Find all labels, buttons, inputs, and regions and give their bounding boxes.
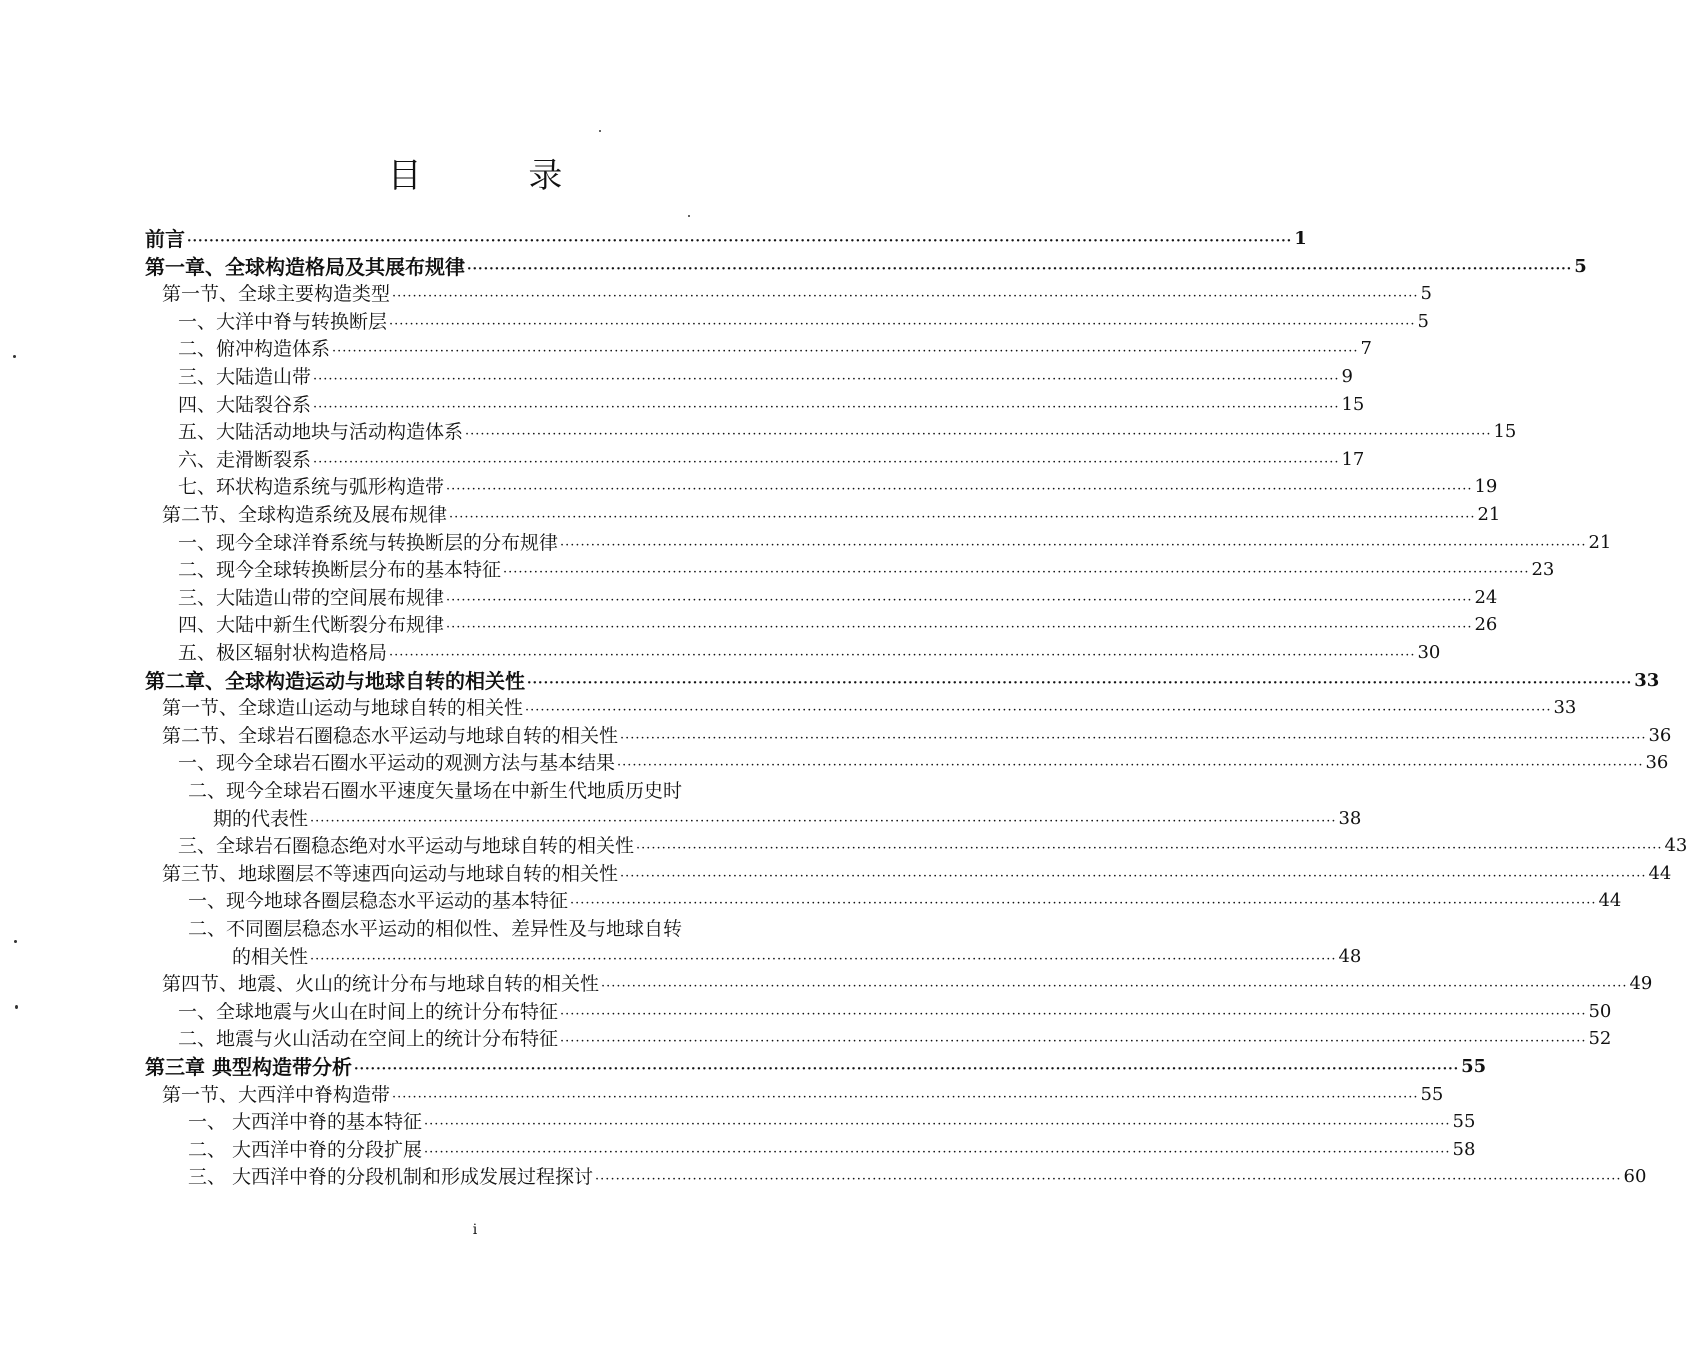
toc-entry-page: 55: [1452, 1111, 1476, 1132]
toc-entry-label: 五、极区辐射状构造格局: [178, 642, 388, 664]
toc-entry-page: 49: [1629, 973, 1653, 994]
toc-entry-page: 9: [1341, 366, 1353, 387]
toc-entry: [188, 888, 1622, 914]
toc-entry-label: 三、大陆造山带: [178, 366, 312, 388]
toc-entry-label: 期的代表性: [213, 808, 309, 830]
toc-entry: [188, 1109, 1476, 1135]
toc-entry: [178, 530, 1612, 556]
toc-entry: [178, 364, 1353, 390]
toc-entry-label: 二、现今全球岩石圈水平速度矢量场在中新生代地质历史时: [188, 780, 683, 802]
toc-entry: [178, 640, 1441, 666]
toc-entry: [145, 226, 1307, 252]
scan-speck: [14, 940, 17, 943]
page-number: i: [472, 1222, 478, 1238]
dot-leader: ········································································································································································································: [525, 703, 1552, 718]
toc-entry-page: 19: [1474, 476, 1498, 497]
toc-entry-page: 36: [1648, 725, 1672, 746]
toc-entry-label: 的相关性: [232, 946, 309, 968]
dot-leader: ········································································································································································································: [620, 731, 1647, 746]
toc-entry: [162, 723, 1672, 749]
toc-entry-label: 第一节、大西洋中脊构造带: [162, 1084, 391, 1106]
toc-entry-label: 二、地震与火山活动在空间上的统计分布特征: [178, 1028, 559, 1050]
toc-entry: [162, 1082, 1444, 1108]
toc-entry: [178, 557, 1555, 583]
toc-entry-page: 52: [1588, 1028, 1612, 1049]
dot-leader: ········································································································································································································: [187, 234, 1293, 249]
toc-entry-page: 21: [1588, 532, 1612, 553]
toc-entry-label: 第四节、地震、火山的统计分布与地球自转的相关性: [162, 973, 600, 995]
dot-leader: ········································································································································································································: [595, 1172, 1622, 1187]
toc-entry-label: 三、大陆造山带的空间展布规律: [178, 587, 445, 609]
dot-leader: ········································································································································································································: [527, 676, 1633, 691]
dot-leader: ········································································································································································································: [389, 648, 1416, 663]
toc-entry-page: 44: [1598, 890, 1622, 911]
toc-entry-label: 一、大洋中脊与转换断层: [178, 311, 388, 333]
toc-entry: [178, 474, 1498, 500]
toc-entry: [145, 1054, 1487, 1080]
toc-entry-page: 55: [1461, 1056, 1487, 1077]
toc-entry-page: 5: [1420, 283, 1432, 304]
toc-entry-page: 33: [1634, 670, 1660, 691]
toc-entry-page: 26: [1474, 614, 1498, 635]
toc-entry-label: 二、俯冲构造体系: [178, 338, 331, 360]
toc-entry-page: 23: [1531, 559, 1555, 580]
dot-leader: ········································································································································································································: [310, 814, 1337, 829]
toc-entry-page: 24: [1474, 587, 1498, 608]
toc-entry-page: 60: [1623, 1166, 1647, 1187]
dot-leader: ········································································································································································································: [446, 482, 1473, 497]
toc-entry-label: 第一节、全球造山运动与地球自转的相关性: [162, 697, 524, 719]
scan-speck: [15, 1005, 18, 1009]
scan-speck: [688, 215, 690, 217]
toc-entry-page: 44: [1648, 863, 1672, 884]
toc-entry-label: 七、环状构造系统与弧形构造带: [178, 476, 445, 498]
toc-entry-label: 第三节、地球圈层不等速西向运动与地球自转的相关性: [162, 863, 619, 885]
toc-entry-label: 六、走滑断裂系: [178, 449, 312, 471]
dot-leader: ········································································································································································································: [310, 952, 1337, 967]
toc-entry-page: 36: [1645, 752, 1669, 773]
toc-entry-label: 第二节、全球构造系统及展布规律: [162, 504, 448, 526]
toc-entry-page: 50: [1588, 1001, 1612, 1022]
toc-entry: [178, 612, 1498, 638]
dot-leader: ········································································································································································································: [570, 896, 1597, 911]
toc-entry-label: 第一章、全球构造格局及其展布规律: [145, 255, 465, 279]
toc-entry-page: 43: [1664, 835, 1687, 856]
dot-leader: ········································································································································································································: [313, 400, 1340, 415]
toc-entry-label: 三、全球岩石圈稳态绝对水平运动与地球自转的相关性: [178, 835, 635, 857]
dot-leader: ········································································································································································································: [449, 510, 1476, 525]
toc-entry-page: 58: [1452, 1139, 1476, 1160]
dot-leader: ········································································································································································································: [392, 1090, 1419, 1105]
toc-entry-label: 二、 大西洋中脊的分段扩展: [188, 1139, 423, 1161]
toc-entry-label: 二、不同圈层稳态水平运动的相似性、差异性及与地球自转: [188, 918, 683, 940]
dot-leader: ········································································································································································································: [446, 620, 1473, 635]
toc-entry: [188, 1164, 1647, 1190]
dot-leader: ········································································································································································································: [424, 1145, 1451, 1160]
dot-leader: ········································································································································································································: [503, 565, 1530, 580]
toc-entry: [188, 1137, 1476, 1163]
dot-leader: ········································································································································································································: [636, 841, 1663, 856]
toc-entry-page: 15: [1493, 421, 1517, 442]
toc-entry-label: 四、大陆裂谷系: [178, 394, 312, 416]
dot-leader: ········································································································································································································: [313, 372, 1340, 387]
toc-entry-page: 17: [1341, 449, 1365, 470]
dot-leader: ········································································································································································································: [389, 317, 1416, 332]
dot-leader: ········································································································································································································: [601, 979, 1628, 994]
toc-entry: [232, 944, 1362, 970]
toc-entry: [178, 447, 1365, 473]
toc-entry-page: 1: [1294, 228, 1307, 249]
toc-entry: [162, 502, 1501, 528]
toc-entry-label: 第三章 典型构造带分析: [145, 1055, 352, 1079]
dot-leader: ········································································································································································································: [332, 344, 1359, 359]
toc-entry: [162, 971, 1653, 997]
scan-speck: [599, 130, 601, 132]
toc-entry: [178, 999, 1612, 1025]
toc-entry-label: 前言: [145, 227, 185, 251]
toc-entry: [188, 916, 798, 942]
dot-leader: ········································································································································································································: [424, 1117, 1451, 1132]
toc-entry-page: 21: [1477, 504, 1501, 525]
toc-entry-page: 30: [1417, 642, 1441, 663]
toc-entry-label: 第二章、全球构造运动与地球自转的相关性: [145, 669, 525, 693]
dot-leader: ········································································································································································································: [560, 1034, 1587, 1049]
toc-entry-label: 三、 大西洋中脊的分段机制和形成发展过程探讨: [188, 1166, 594, 1188]
toc-entry: [145, 668, 1660, 694]
toc-entry-label: 一、全球地震与火山在时间上的统计分布特征: [178, 1001, 559, 1023]
dot-leader: ········································································································································································································: [353, 1062, 1460, 1077]
toc-entry-page: 48: [1338, 946, 1362, 967]
dot-leader: ········································································································································································································: [467, 262, 1573, 277]
toc-entry-label: 五、大陆活动地块与活动构造体系: [178, 421, 464, 443]
page-title: 目 录: [387, 156, 611, 196]
toc-entry-page: 7: [1360, 338, 1372, 359]
dot-leader: ········································································································································································································: [560, 1007, 1587, 1022]
toc-entry-label: 一、 大西洋中脊的基本特征: [188, 1111, 423, 1133]
dot-leader: ········································································································································································································: [617, 758, 1644, 773]
toc-entry: [213, 806, 1362, 832]
dot-leader: ········································································································································································································: [620, 869, 1647, 884]
toc-entry: [178, 419, 1517, 445]
dot-leader: ········································································································································································································: [465, 427, 1492, 442]
toc-entry-label: 二、现今全球转换断层分布的基本特征: [178, 559, 502, 581]
toc-entry-page: 38: [1338, 808, 1362, 829]
toc-entry: [145, 254, 1587, 280]
toc-entry: [178, 833, 1687, 859]
toc-entry-label: 一、现今全球洋脊系统与转换断层的分布规律: [178, 532, 559, 554]
toc-entry-label: 第二节、全球岩石圈稳态水平运动与地球自转的相关性: [162, 725, 619, 747]
toc-entry: [178, 309, 1429, 335]
toc-entry-page: 5: [1574, 256, 1587, 277]
toc-entry: [178, 1026, 1612, 1052]
toc-entry: [178, 392, 1365, 418]
toc-entry: [162, 861, 1672, 887]
toc-entry-label: 一、现今全球岩石圈水平运动的观测方法与基本结果: [178, 752, 616, 774]
dot-leader: ········································································································································································································: [313, 455, 1340, 470]
toc-entry: [178, 336, 1372, 362]
toc-entry: [188, 778, 798, 804]
dot-leader: ········································································································································································································: [392, 289, 1419, 304]
toc-entry-page: 33: [1553, 697, 1577, 718]
toc-entry: [162, 281, 1432, 307]
dot-leader: ········································································································································································································: [446, 593, 1473, 608]
scan-speck: [13, 355, 16, 358]
toc-entry: [162, 695, 1577, 721]
toc-entry-page: 55: [1420, 1084, 1444, 1105]
toc-entry-label: 一、现今地球各圈层稳态水平运动的基本特征: [188, 890, 569, 912]
toc-entry: [178, 585, 1498, 611]
toc-entry-label: 四、大陆中新生代断裂分布规律: [178, 614, 445, 636]
toc-entry-label: 第一节、全球主要构造类型: [162, 283, 391, 305]
toc-entry: [178, 750, 1669, 776]
toc-entry-page: 15: [1341, 394, 1365, 415]
toc-entry-page: 5: [1417, 311, 1429, 332]
dot-leader: ········································································································································································································: [560, 538, 1587, 553]
